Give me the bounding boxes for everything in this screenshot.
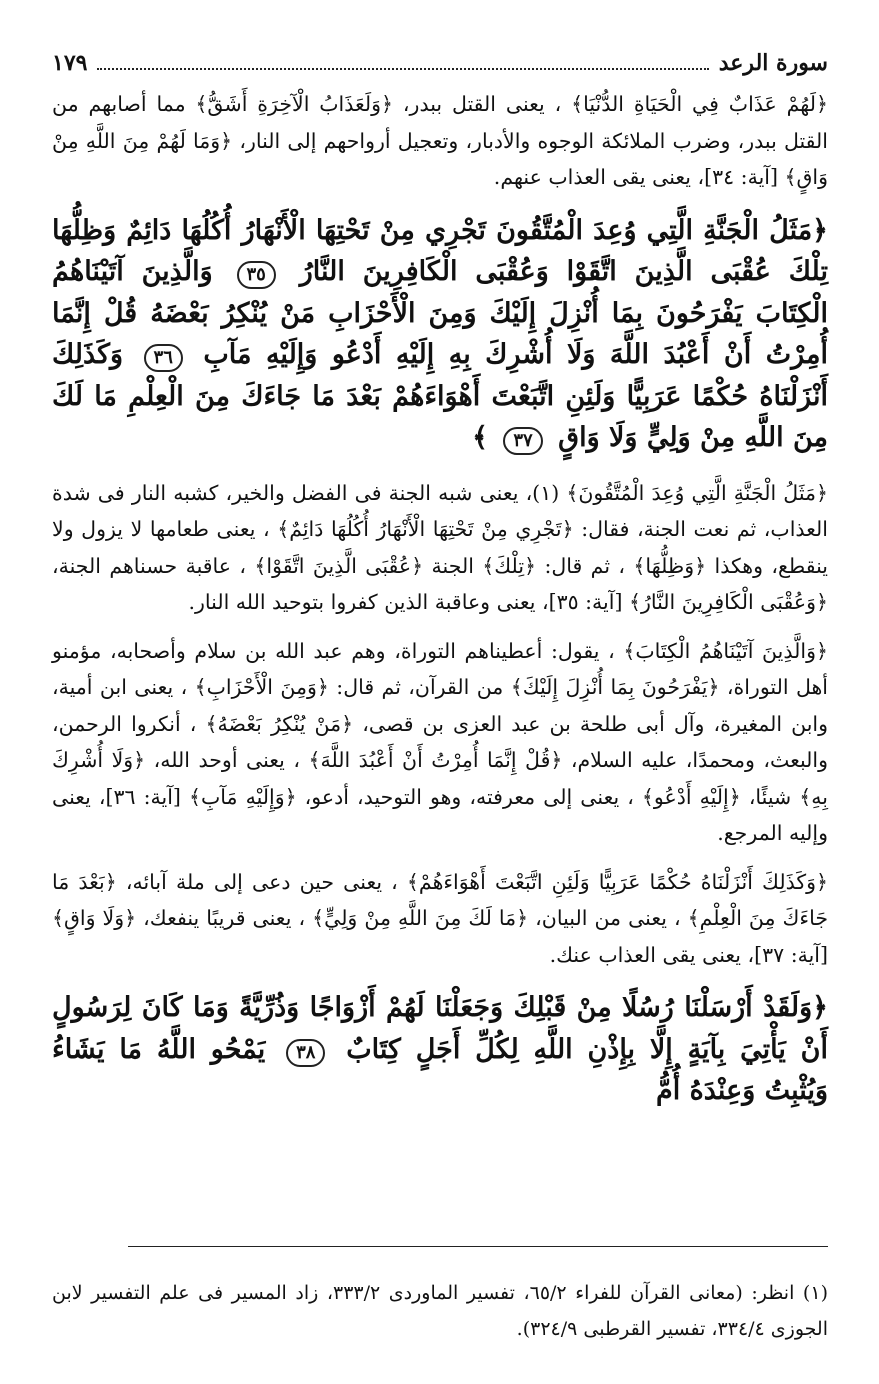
quran-verse-block (52, 987, 828, 1112)
verse-text: يَمْحُو اللَّهُ مَا يَشَاءُ وَيُثْبِتُ وَعِنْدَهُ أُمُّ (52, 1033, 828, 1106)
verse-text: وَكَذَلِكَ أَنْزَلْنَاهُ حُكْمًا عَرَبِيًّا وَلَئِنِ اتَّبَعْتَ أَهْوَاءَهُمْ بَعْدَ مَا جَاءَكَ مِنَ الْعِلْمِ مَا لَكَ مِنَ اللَّهِ مِنْ وَلِيٍّ وَلَا وَاقٍ (52, 339, 828, 453)
verse-text: ﴿وَلَقَدْ أَرْسَلْنَا رُسُلًا مِنْ قَبْلِكَ وَجَعَلْنَا لَهُمْ أَزْوَاجًا وَذُرِّيَّةً وَمَا كَانَ لِرَسُولٍ أَنْ يَأْتِيَ بِآيَةٍ إِلَّا بِإِذْنِ اللَّهِ لِكُلِّ أَجَلٍ كِتَابٌ (52, 992, 829, 1065)
ayah-number-marker: ٣٦ (144, 344, 183, 372)
page-number: ١٧٩ (52, 50, 88, 76)
commentary-paragraph: ﴿وَكَذَلِكَ أَنْزَلْنَاهُ حُكْمًا عَرَبِيًّا وَلَئِنِ اتَّبَعْتَ أَهْوَاءَهُمْ﴾ ، يعنى حين دعى إلى ملة آبائه، ﴿بَعْدَ مَا جَاءَكَ مِنَ الْعِلْمِ﴾ ، يعنى من البيان، ﴿مَا لَكَ مِنَ اللَّهِ مِنْ وَلِيٍّ﴾ ، يعنى قريبًا ينفعك، ﴿وَلَا وَاقٍ﴾ [آية: ٣٧]، يعنى يقى العذاب عنك. (52, 869, 828, 967)
commentary-paragraph: ﴿مَثَلُ الْجَنَّةِ الَّتِي وُعِدَ الْمُتَّقُونَ﴾ (١)، يعنى شبه الجنة فى الفضل والخير، كشبه النار فى شدة العذاب، ثم نعت الجنة، فقال: ﴿تَجْرِي مِنْ تَحْتِهَا الْأَنْهَارُ أُكُلُهَا دَائِمٌ﴾ ، يعنى طعامها لا يزول ولا ينقطع، وهكذا ﴿وَظِلُّهَا﴾ ، ثم قال: ﴿تِلْكَ﴾ الجنة ﴿عُقْبَى الَّذِينَ اتَّقَوْا﴾ ، عاقبة حسناهم الجنة، ﴿وَعُقْبَى الْكَافِرِينَ النَّارُ﴾ [آية: ٣٥]، يعنى وعاقبة الذين كفروا بتوحيد الله النار. (52, 480, 828, 614)
quran-verse-block (52, 210, 828, 459)
surah-title: سورة الرعد (718, 50, 828, 76)
footnote-divider (128, 1246, 828, 1247)
header-dot-leader (97, 68, 708, 70)
footnote: (١) انظر: (معانى القرآن للفراء ٦٥/٢، تفسير الماوردى ٣٣٣/٢، زاد المسير فى علم التفسير لابن الجوزى ٣٣٤/٤، تفسير القرطبى ٣٢٤/٩). (52, 1282, 828, 1340)
verse-text: ﴿مَثَلُ الْجَنَّةِ الَّتِي وُعِدَ الْمُتَّقُونَ تَجْرِي مِنْ تَحْتِهَا الْأَنْهَارُ أُكُلُهَا دَائِمٌ وَظِلُّهَا تِلْكَ عُقْبَى الَّذِينَ اتَّقَوْا وَعُقْبَى الْكَافِرِينَ النَّارُ (52, 214, 828, 287)
ayah-number-marker: ٣٨ (286, 1039, 325, 1067)
ayah-number-marker: ٣٥ (237, 261, 276, 289)
commentary-paragraph: ﴿لَهُمْ عَذَابٌ فِي الْحَيَاةِ الدُّنْيَا﴾ ، يعنى القتل ببدر، ﴿وَلَعَذَابُ الْآخِرَةِ أَشَقُّ﴾ مما أصابهم من القتل ببدر، وضرب الملائكة الوجوه والأدبار، وتعجيل أرواحهم إلى النار، ﴿وَمَا لَهُمْ مِنَ اللَّهِ مِنْ وَاقٍ﴾ [آية: ٣٤]، يعنى يقى العذاب عنهم. (52, 92, 829, 189)
verse-text: ﴾ (472, 422, 488, 453)
ayah-number-marker: ٣٧ (503, 427, 542, 455)
page-header (52, 50, 828, 86)
commentary-paragraph: ﴿وَالَّذِينَ آتَيْنَاهُمُ الْكِتَابَ﴾ ، يقول: أعطيناهم التوراة، وهم عبد الله بن سلام وأصحابه، مؤمنو أهل التوراة، ﴿يَفْرَحُونَ بِمَا أُنْزِلَ إِلَيْكَ﴾ من القرآن، ثم قال: ﴿وَمِنَ الْأَحْزَابِ﴾ ، يعنى ابن أمية، وابن المغيرة، وآل أبى طلحة بن عبد العزى بن قصى، ﴿مَنْ يُنْكِرُ بَعْضَهُ﴾ ، أنكروا الرحمن، والبعث، ومحمدًا، عليه السلام، ﴿قُلْ إِنَّمَا أُمِرْتُ أَنْ أَعْبُدَ اللَّهَ﴾ ، يعنى أوحد الله، ﴿وَلَا أُشْرِكَ بِهِ﴾ شيئًا، ﴿إِلَيْهِ أَدْعُو﴾ ، يعنى إلى معرفته، وهو التوحيد، أدعو، ﴿وَإِلَيْهِ مَآبِ﴾ [آية: ٣٦]، يعنى وإليه المرجع. (52, 638, 828, 845)
document-page (52, 50, 828, 1350)
verse-text: وَالَّذِينَ آتَيْنَاهُمُ الْكِتَابَ يَفْرَحُونَ بِمَا أُنْزِلَ إِلَيْكَ وَمِنَ الْأَحْزَابِ مَنْ يُنْكِرُ بَعْضَهُ قُلْ إِنَّمَا أُمِرْتُ أَنْ أَعْبُدَ اللَّهَ وَلَا أُشْرِكَ بِهِ إِلَيْهِ أَدْعُو وَإِلَيْهِ مَآبِ (52, 256, 828, 370)
